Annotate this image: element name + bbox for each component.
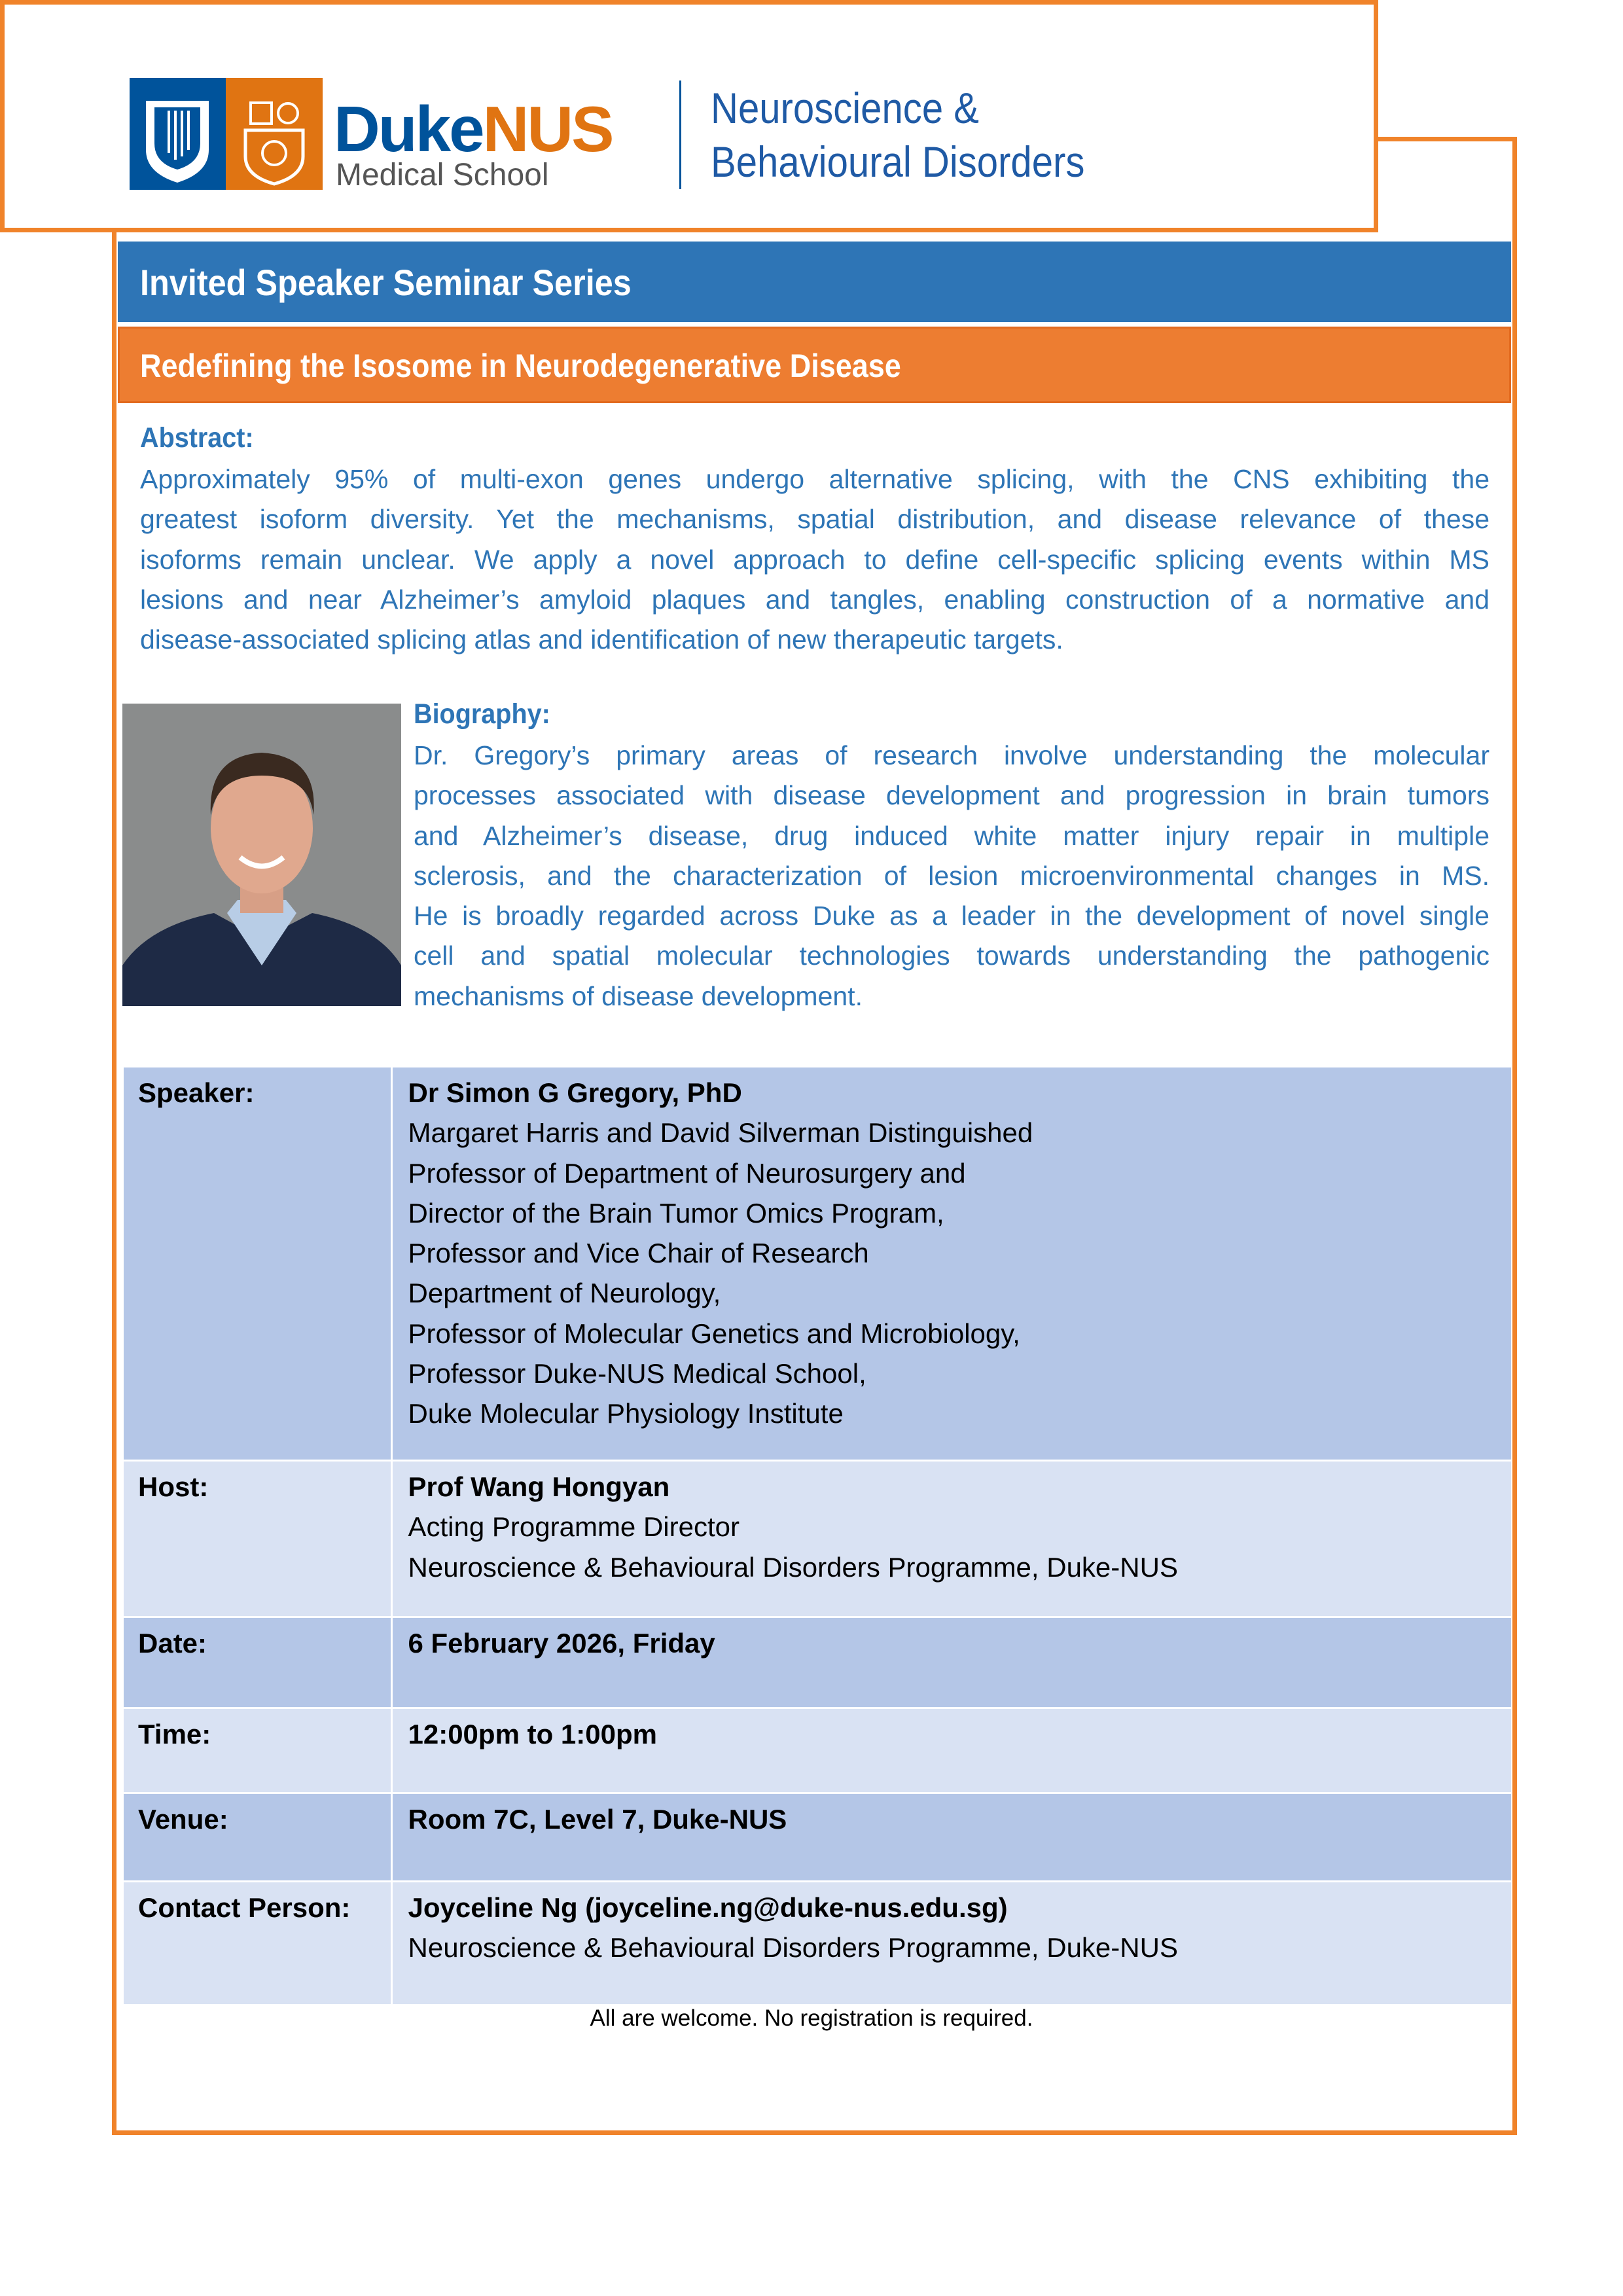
abstract-heading: Abstract: — [140, 422, 254, 454]
nus-crest-logo — [226, 78, 323, 190]
label-date: Date: — [124, 1617, 391, 1708]
row-speaker — [124, 1067, 1511, 1461]
biography-line: and Alzheimer’s disease, drug induced white matter injury repair in multiple — [414, 820, 1489, 851]
host-title-line: Neuroscience & Behavioural Disorders Programme, Duke-NUS — [408, 1551, 1178, 1583]
row-venue — [124, 1793, 1511, 1882]
speaker-photo — [122, 704, 401, 1006]
speaker-title-line: Department of Neurology, — [408, 1278, 721, 1309]
series-title: Invited Speaker Seminar Series — [140, 262, 632, 303]
program-line-2: Behavioural Disorders — [711, 137, 1085, 186]
speaker-title-line: Professor of Molecular Genetics and Microbiology, — [408, 1318, 1020, 1349]
biography-line: Dr. Gregory’s primary areas of research involve understanding the molecular — [414, 740, 1489, 770]
program-line-1: Neuroscience & — [711, 84, 979, 132]
label-host: Host: — [124, 1461, 391, 1617]
value-date: 6 February 2026, Friday — [391, 1617, 1511, 1708]
row-date — [124, 1617, 1511, 1708]
speaker-title-line: Professor Duke-NUS Medical School, — [408, 1358, 866, 1390]
abstract-line: disease-associated splicing atlas and identification of new therapeutic targets. — [140, 624, 1063, 655]
value-speaker — [391, 1067, 1511, 1461]
speaker-title-line: Professor of Department of Neurosurgery and — [408, 1157, 966, 1189]
row-host — [124, 1461, 1511, 1617]
program-name — [711, 81, 1084, 188]
speaker-title-line: Director of the Brain Tumor Omics Program, — [408, 1197, 944, 1229]
value-venue: Room 7C, Level 7, Duke-NUS — [391, 1793, 1511, 1882]
label-speaker: Speaker: — [124, 1067, 391, 1461]
footer-note: All are welcome. No registration is required. — [590, 2005, 1033, 2031]
label-time: Time: — [124, 1708, 391, 1793]
logo-duke: Duke — [334, 93, 483, 165]
duke-nus-wordmark — [334, 93, 613, 165]
biography-line: processes associated with disease development and progression in brain tumors — [414, 780, 1489, 811]
abstract-line: lesions and near Alzheimer’s amyloid plaques and tangles, enabling construction of a normative and — [140, 584, 1489, 615]
speaker-title-line: Duke Molecular Physiology Institute — [408, 1398, 844, 1429]
biography-line: sclerosis, and the characterization of lesion microenvironmental changes in MS. — [414, 860, 1489, 891]
value-time: 12:00pm to 1:00pm — [391, 1708, 1511, 1793]
label-contact: Contact Person: — [124, 1882, 391, 2004]
duke-shield-logo — [130, 78, 226, 190]
biography-heading: Biography: — [414, 698, 550, 730]
logo-subtitle: Medical School — [336, 158, 549, 192]
biography-line: He is broadly regarded across Duke as a leader in the development of novel single — [414, 901, 1489, 931]
contact-name-email: Joyceline Ng (joyceline.ng@duke-nus.edu.sg) — [408, 1892, 1008, 1923]
biography-text — [414, 736, 1489, 1016]
biography-line: cell and spatial molecular technologies towards understanding the pathogenic — [414, 941, 1489, 971]
speaker-name: Dr Simon G Gregory, PhD — [408, 1077, 742, 1108]
abstract-line: greatest isoform diversity. Yet the mechanisms, spatial distribution, and disease relevance of these — [140, 504, 1489, 535]
talk-title: Redefining the Isosome in Neurodegenerative Disease — [140, 348, 901, 384]
abstract-line: Approximately 95% of multi-exon genes undergo alternative splicing, with the CNS exhibiting the — [140, 464, 1489, 494]
speaker-title-line: Margaret Harris and David Silverman Distinguished — [408, 1117, 1033, 1149]
abstract-line: isoforms remain unclear. We apply a novel approach to define cell-specific splicing events within MS — [140, 544, 1489, 575]
value-host — [391, 1461, 1511, 1617]
series-banner — [118, 242, 1511, 322]
logo-nus: NUS — [482, 93, 613, 165]
row-contact — [124, 1882, 1511, 2004]
label-venue: Venue: — [124, 1793, 391, 1882]
event-details-table — [124, 1066, 1511, 2004]
host-title-line: Acting Programme Director — [408, 1511, 740, 1543]
host-name: Prof Wang Hongyan — [408, 1471, 670, 1502]
speaker-title-line: Professor and Vice Chair of Research — [408, 1238, 869, 1269]
talk-title-banner — [118, 327, 1511, 403]
value-contact — [391, 1882, 1511, 2004]
row-time — [124, 1708, 1511, 1793]
header-divider — [679, 81, 681, 189]
abstract-text — [140, 459, 1489, 660]
contact-affiliation: Neuroscience & Behavioural Disorders Programme, Duke-NUS — [408, 1932, 1178, 1964]
biography-line: mechanisms of disease development. — [414, 980, 863, 1011]
